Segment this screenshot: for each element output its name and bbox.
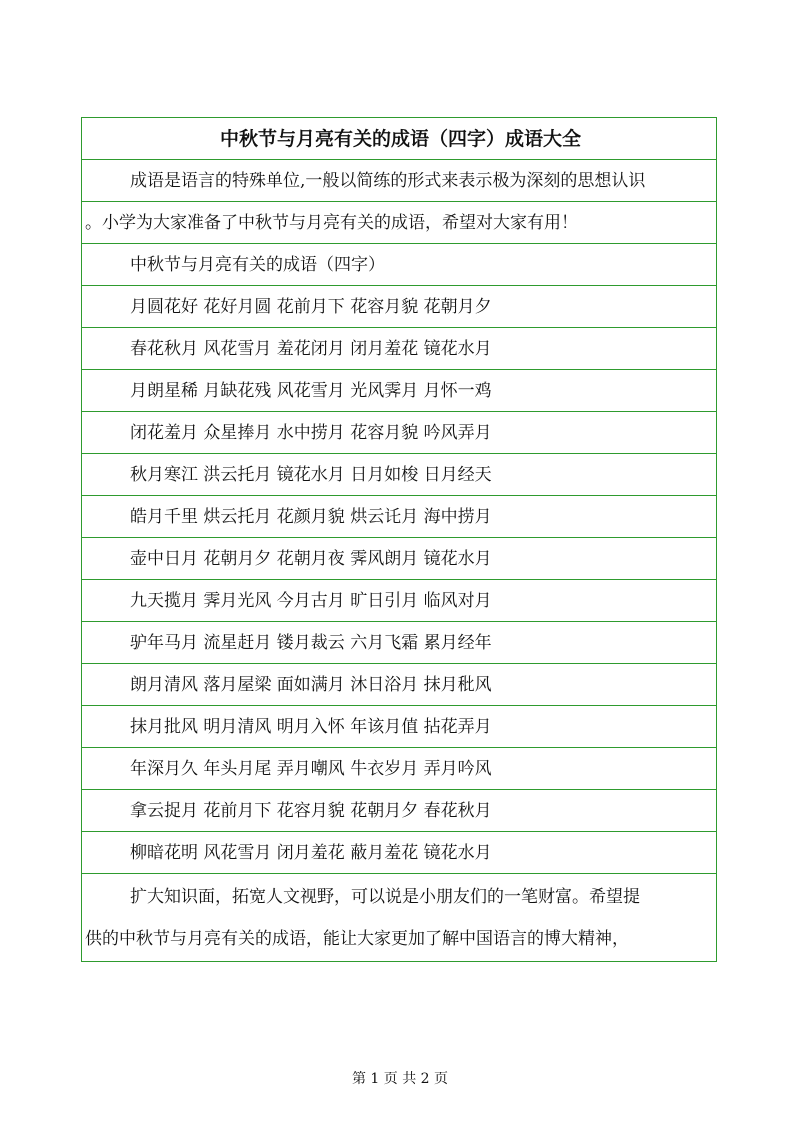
idiom-row	[82, 538, 717, 580]
subheading: 中秋节与月亮有关的成语（四字）	[130, 254, 385, 275]
idiom-cell	[82, 412, 717, 454]
outro-cell	[82, 874, 717, 962]
outro-line-2: 供的中秋节与月亮有关的成语，能让大家更加了解中国语言的博大精神，	[85, 928, 629, 949]
idiom-line: 年深月久 年头月尾 弄月嘲风 牛衣岁月 弄月吟风	[130, 758, 492, 779]
idiom-cell	[82, 454, 717, 496]
idiom-cell	[82, 790, 717, 832]
idiom-line: 驴年马月 流星赶月 镂月裁云 六月飞霜 累月经年	[130, 632, 492, 653]
idiom-cell	[82, 370, 717, 412]
idiom-row	[82, 286, 717, 328]
idiom-cell	[82, 832, 717, 874]
idiom-line: 月朗星稀 月缺花残 风花雪月 光风霁月 月怀一鸡	[130, 380, 492, 401]
idiom-row	[82, 832, 717, 874]
intro-row-1	[82, 160, 717, 202]
idiom-line: 九天揽月 霁月光风 今月古月 旷日引月 临风对月	[130, 590, 492, 611]
idiom-row	[82, 580, 717, 622]
idiom-cell	[82, 286, 717, 328]
page-footer: 第 1 页 共 2 页	[351, 1071, 449, 1087]
intro-cell-2	[82, 202, 717, 244]
outro-row	[82, 874, 717, 962]
document-table	[81, 117, 717, 962]
intro-line-2: 。小学为大家准备了中秋节与月亮有关的成语，希望对大家有用！	[85, 212, 578, 233]
idiom-cell	[82, 664, 717, 706]
idiom-cell	[82, 622, 717, 664]
title-row	[82, 118, 717, 160]
idiom-line: 拿云捉月 花前月下 花容月貌 花朝月夕 春花秋月	[130, 800, 492, 821]
idiom-line: 月圆花好 花好月圆 花前月下 花容月貌 花朝月夕	[130, 296, 492, 317]
idiom-cell	[82, 706, 717, 748]
document-title: 中秋节与月亮有关的成语（四字）成语大全	[82, 118, 717, 160]
subheading-cell	[82, 244, 717, 286]
idiom-cell	[82, 328, 717, 370]
idiom-line: 闭花羞月 众星捧月 水中捞月 花容月貌 吟风弄月	[130, 422, 492, 443]
intro-row-2	[82, 202, 717, 244]
intro-line-1: 成语是语言的特殊单位,一般以简练的形式来表示极为深刻的思想认识	[130, 170, 646, 191]
outro-line-1: 扩大知识面，拓宽人文视野，可以说是小朋友们的一笔财富。希望提	[130, 886, 640, 907]
idiom-line: 朗月清风 落月屋梁 面如满月 沐日浴月 抹月秕风	[130, 674, 492, 695]
idiom-cell	[82, 580, 717, 622]
idiom-row	[82, 748, 717, 790]
intro-cell-1	[82, 160, 717, 202]
idiom-line: 抹月批风 明月清风 明月入怀 年该月值 拈花弄月	[130, 716, 492, 737]
idiom-row	[82, 328, 717, 370]
idiom-row	[82, 412, 717, 454]
idiom-line: 柳暗花明 风花雪月 闭月羞花 蔽月羞花 镜花水月	[130, 842, 492, 863]
idiom-line: 春花秋月 风花雪月 羞花闭月 闭月羞花 镜花水月	[130, 338, 492, 359]
idiom-line: 壶中日月 花朝月夕 花朝月夜 霁风朗月 镜花水月	[130, 548, 492, 569]
idiom-row	[82, 454, 717, 496]
idiom-row	[82, 622, 717, 664]
idiom-line: 秋月寒江 洪云托月 镜花水月 日月如梭 日月经天	[130, 464, 492, 485]
idiom-cell	[82, 538, 717, 580]
idiom-cell	[82, 748, 717, 790]
idiom-row	[82, 664, 717, 706]
idiom-row	[82, 706, 717, 748]
idiom-row	[82, 790, 717, 832]
idiom-row	[82, 370, 717, 412]
idiom-line: 皓月千里 烘云托月 花颜月貌 烘云讬月 海中捞月	[130, 506, 492, 527]
idiom-row	[82, 496, 717, 538]
subheading-row	[82, 244, 717, 286]
idiom-cell	[82, 496, 717, 538]
